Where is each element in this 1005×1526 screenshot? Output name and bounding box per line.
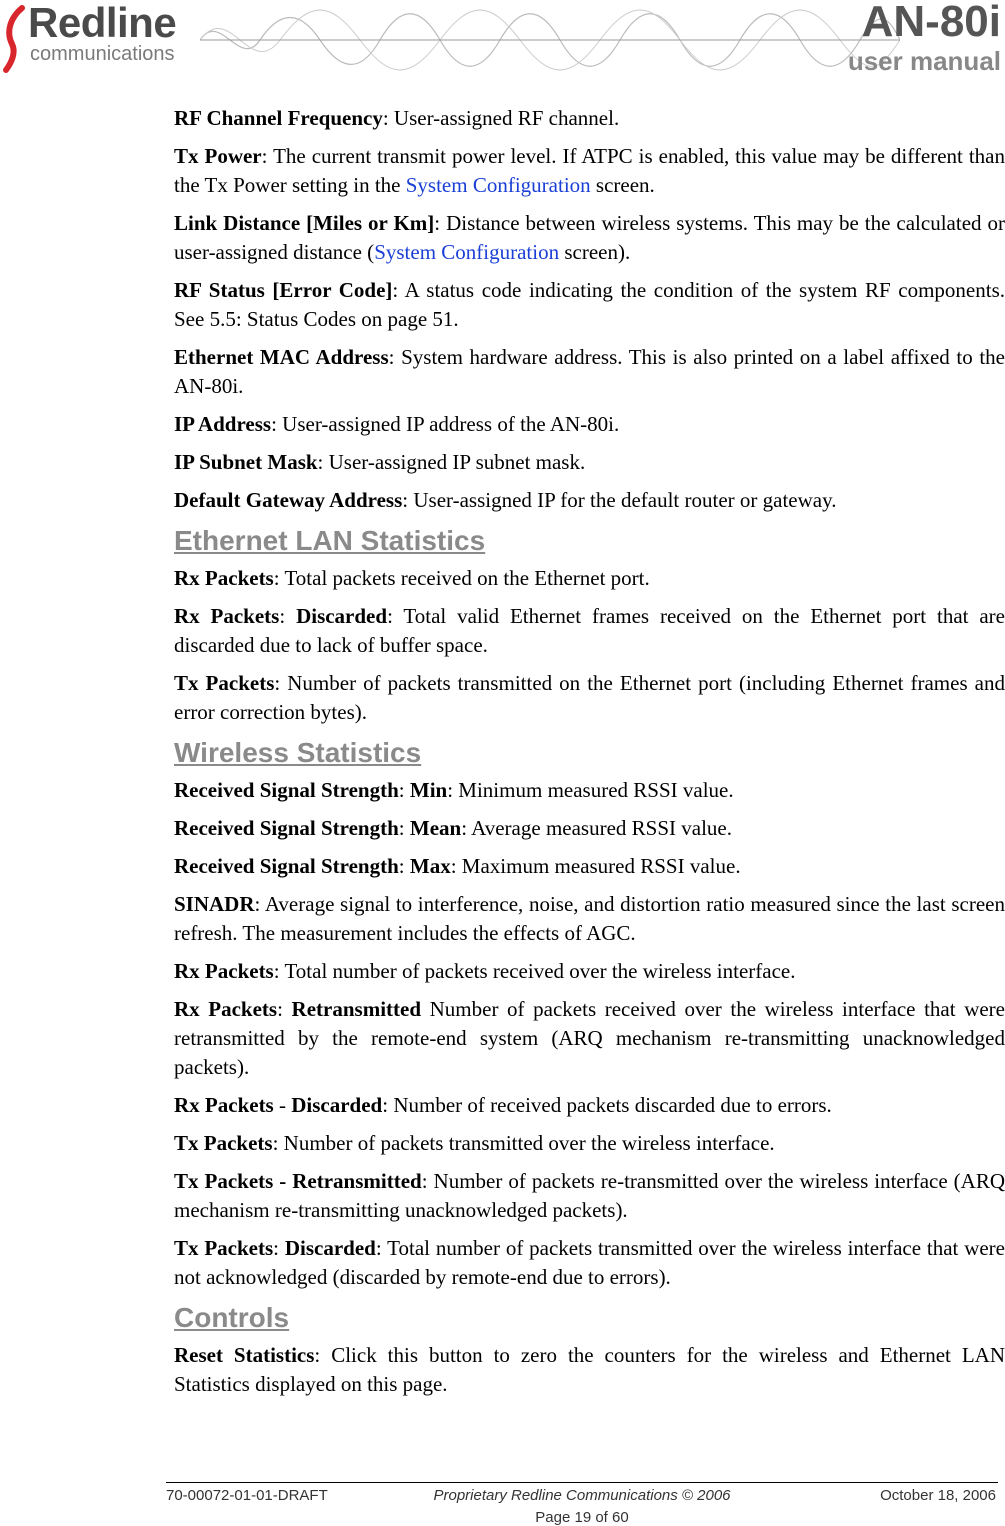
term: IP Subnet Mask [174,450,318,474]
paragraph-tx-power [174,142,1005,200]
waveform-decoration [200,0,900,80]
description: : User-assigned IP address of the AN-80i. [271,412,620,436]
description: : Average measured RSSI value. [461,816,732,840]
term: Tx Packets [174,1236,274,1260]
wireless-tx-discarded [174,1234,1005,1292]
term: Rx Packets [174,1093,274,1117]
term: Rx Packets [174,959,274,983]
term: RF Status [Error Code] [174,278,393,302]
paragraph-rf-channel-frequency [174,104,1005,133]
separator: : [273,1236,285,1260]
description: : Total valid Ethernet frames received on the Ethernet port that are discarded due to lack of buffer space. [174,604,1005,657]
redline-logo-icon [2,4,30,74]
term: Reset Statistics [174,1343,315,1367]
term-qualifier: Discarded [291,1093,383,1117]
separator: : [277,997,292,1021]
description: : Number of packets transmitted over the wireless interface. [272,1131,775,1155]
term: RF Channel Frequency [174,106,383,130]
document-body [174,104,1005,1408]
term: Tx Power [174,144,262,168]
term: Default Gateway Address [174,488,403,512]
description: : Number of received packets discarded due to errors. [382,1093,832,1117]
wireless-tx-retransmitted [174,1167,1005,1225]
term: Tx Packets [174,671,275,695]
description: : System hardware address. This is also printed on a label affixed to the AN-80i. [174,345,1005,398]
description: : The current transmit power level. If ATPC is enabled, this value may be different than the Tx Power setting in the [174,144,1005,197]
term-qualifier: Discarded [284,1236,376,1260]
description: : Click this button to zero the counters for the wireless and Ethernet LAN Statistics displayed on this page. [174,1343,1005,1396]
term: IP Address [174,412,272,436]
term-qualifier: Retransmitted [291,997,422,1021]
paragraph-ip-address [174,410,1005,439]
product-name: AN-80i [861,0,1001,46]
description-end: screen. [590,173,655,197]
ethernet-tx-packets [174,669,1005,727]
description: : Distance between wireless systems. This may be the calculated or user-assigned distance ( [174,211,1005,264]
paragraph-rf-status [174,276,1005,334]
document-id: 70-00072-01-01-DRAFT [166,1487,328,1504]
term: Ethernet MAC Address [174,345,389,369]
term: Tx Packets [174,1131,273,1155]
description: : Total number of packets transmitted over the wireless interface that were not acknowledged (discarded by remote-end due to errors). [174,1236,1005,1289]
wireless-rx-retransmitted [174,995,1005,1082]
term: Received Signal Strength [174,816,399,840]
term-qualifier: Discarded [296,604,388,628]
wireless-rss-max [174,852,1005,881]
wireless-rss-mean [174,814,1005,843]
section-heading-ethernet: Ethernet LAN Statistics [174,525,486,556]
term: Rx Packets [174,604,280,628]
description: : Total packets received on the Ethernet port. [273,566,650,590]
term-qualifier: Max [409,854,451,878]
separator: : [279,604,297,628]
system-configuration-link[interactable]: System Configuration [405,173,591,197]
company-subtitle: communications [30,43,175,65]
proprietary-notice: Proprietary Redline Communications © 2006 [433,1487,731,1504]
page-header [0,0,1005,88]
term: Tx Packets - Retransmitted [174,1169,422,1193]
separator: : [398,854,410,878]
system-configuration-link[interactable]: System Configuration [374,240,560,264]
ethernet-rx-packets [174,564,1005,593]
manual-label: user manual [847,46,1001,76]
term: Received Signal Strength [174,778,399,802]
term-qualifier: Min [409,778,448,802]
page-number: Page 19 of 60 [535,1509,629,1526]
term: SINADR [174,892,255,916]
term: Rx Packets [174,566,274,590]
description: : User-assigned IP subnet mask. [317,450,586,474]
term: Link Distance [Miles or Km] [174,211,435,235]
description: : Number of packets re-transmitted over the wireless interface (ARQ mechanism re-transmitting unacknowledged packets). [174,1169,1005,1222]
paragraph-link-distance [174,209,1005,267]
term: Received Signal Strength [174,854,399,878]
section-heading-wireless: Wireless Statistics [174,737,422,768]
separator: : [398,816,410,840]
controls-reset-statistics [174,1341,1005,1399]
ethernet-rx-discarded [174,602,1005,660]
term-qualifier: Mean [409,816,462,840]
wireless-rx-discarded [174,1091,1005,1120]
separator: : [398,778,410,802]
description: : A status code indicating the condition of the system RF components. See 5.5: Status Codes on page 51. [174,278,1005,331]
term: Rx Packets [174,997,278,1021]
description: : Total number of packets received over the wireless interface. [273,959,796,983]
description: : Average signal to interference, noise, and distortion ratio measured since the last screen refresh. The measurement includes the effects of AGC. [174,892,1005,945]
description: Number of packets received over the wireless interface that were retransmitted by the remote-end system (ARQ mechanism re-transmitting unacknowledged packets). [174,997,1005,1079]
section-heading-controls: Controls [174,1302,290,1333]
description: : User-assigned IP for the default router or gateway. [402,488,837,512]
description: : Minimum measured RSSI value. [447,778,734,802]
wireless-rss-min [174,776,1005,805]
wireless-sinadr [174,890,1005,948]
footer-row [166,1487,998,1509]
description: : User-assigned RF channel. [382,106,620,130]
document-date: October 18, 2006 [880,1487,996,1504]
company-name: Redline [28,0,177,46]
description: : Number of packets transmitted on the Ethernet port (including Ethernet frames and error correction bytes). [174,671,1005,724]
paragraph-ethernet-mac [174,343,1005,401]
description-end: screen). [559,240,631,264]
separator: - [273,1093,292,1117]
page-footer [166,1482,998,1526]
description: : Maximum measured RSSI value. [450,854,741,878]
paragraph-ip-subnet-mask [174,448,1005,477]
wireless-rx-packets [174,957,1005,986]
wireless-tx-packets [174,1129,1005,1158]
paragraph-default-gateway [174,486,1005,515]
